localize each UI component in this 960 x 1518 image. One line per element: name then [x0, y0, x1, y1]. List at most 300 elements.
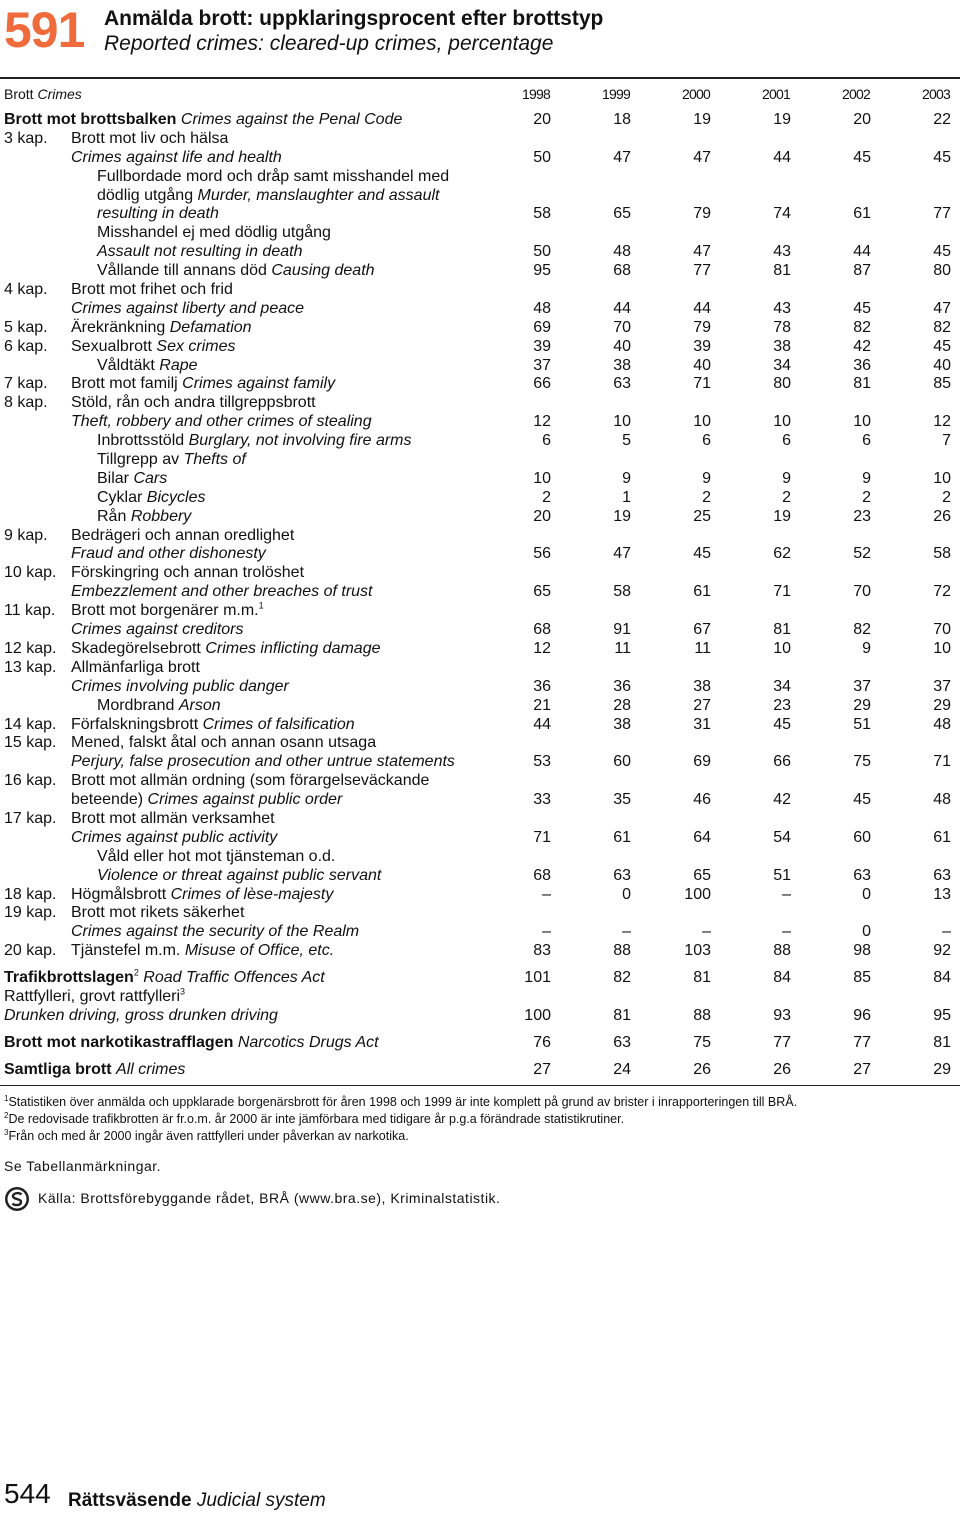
row-label-sv: Mened, falskt åtal och annan osann utsaga [71, 734, 377, 752]
row-label [71, 130, 228, 149]
value-cell: 66 [533, 375, 551, 393]
row-label [4, 988, 185, 1007]
value-cell: 81 [933, 1033, 951, 1051]
value-cell: 37 [533, 356, 551, 374]
table-row [4, 451, 956, 470]
row-label-en: Narcotics Drugs Act [237, 1033, 379, 1051]
value-cell: 79 [693, 318, 711, 336]
value-cell: 65 [693, 866, 711, 884]
value-cell: 63 [613, 866, 631, 884]
row-label-en: Robbery [130, 507, 192, 525]
row-label [71, 734, 376, 753]
value-cell: 70 [613, 318, 631, 336]
row-label-sv: Bilar [97, 469, 130, 487]
value-cell: 23 [853, 507, 871, 525]
table-row [4, 168, 956, 187]
value-cell: 45 [853, 148, 871, 166]
row-label-sv: Mordbrand [97, 696, 175, 714]
column-label [4, 86, 82, 102]
table-row [4, 489, 956, 508]
value-cell: 88 [613, 942, 631, 960]
row-label-en: Theft, robbery and other crimes of stealing [71, 413, 372, 431]
row-label-sv: Ärekränkning [71, 318, 166, 336]
row-label [97, 357, 198, 376]
row-label [97, 243, 302, 262]
table-row [4, 319, 956, 338]
row-label-sv: Rån [97, 507, 127, 525]
table-number: 591 [4, 2, 85, 58]
value-cell: 53 [533, 753, 551, 771]
table-row [4, 716, 956, 735]
value-cell: 10 [533, 469, 551, 487]
value-cell: 54 [773, 828, 791, 846]
row-label [4, 969, 325, 988]
value-cell: 61 [933, 828, 951, 846]
value-cell: 47 [933, 299, 951, 317]
chapter-label: 14 kap. [4, 715, 57, 733]
row-label [71, 904, 244, 923]
value-cell: 61 [693, 583, 711, 601]
value-cell: 40 [693, 356, 711, 374]
value-cell: 38 [693, 677, 711, 695]
value-cell: 82 [853, 621, 871, 639]
row-label [71, 621, 244, 640]
row-label [71, 810, 275, 829]
row-label-en: Crimes against the security of the Realm [71, 923, 360, 941]
value-cell: 78 [773, 318, 791, 336]
row-label-sv: Tillgrepp av [97, 451, 180, 469]
value-cell: 10 [853, 413, 871, 431]
value-cell: 2 [542, 488, 551, 506]
row-label [71, 545, 266, 564]
value-cell: 79 [693, 205, 711, 223]
value-cell: 100 [684, 885, 711, 903]
value-cell: 70 [853, 583, 871, 601]
table-row [4, 810, 956, 829]
table-row [4, 772, 956, 791]
value-cell: 28 [613, 696, 631, 714]
table-row [4, 187, 956, 206]
value-cell: 76 [533, 1033, 551, 1051]
value-cell: 20 [533, 111, 551, 128]
row-label-sv: Trafikbrottslagen [4, 969, 134, 987]
value-cell: 1 [622, 488, 631, 506]
table-row [4, 1034, 956, 1053]
row-label [97, 867, 381, 886]
row-label [71, 716, 355, 735]
row-label [71, 640, 381, 659]
table-row [4, 697, 956, 716]
value-cell: – [702, 923, 711, 941]
page-footer [4, 1478, 604, 1518]
value-cell: 9 [862, 639, 871, 657]
value-cell: 95 [933, 1006, 951, 1024]
row-label-en: Fraud and other dishonesty [71, 545, 266, 563]
table-row [4, 130, 956, 149]
row-label [97, 848, 335, 867]
row-label-sv: Brott mot allmän verksamhet [71, 809, 275, 827]
row-label [71, 772, 429, 791]
row-label [71, 338, 236, 357]
value-cell: 77 [853, 1033, 871, 1051]
value-cell: 48 [533, 299, 551, 317]
value-cell: 38 [613, 715, 631, 733]
table-row [4, 988, 956, 1007]
chapter-label: 13 kap. [4, 658, 57, 676]
table-row [4, 753, 956, 772]
row-label-en: resulting in death [97, 205, 219, 223]
value-cell: 65 [533, 583, 551, 601]
value-cell: 51 [773, 866, 791, 884]
table-row [4, 640, 956, 659]
row-label [71, 300, 304, 319]
table-row [4, 300, 956, 319]
title-english: Reported crimes: cleared-up crimes, percentage [104, 32, 554, 55]
row-label [71, 319, 252, 338]
chapter-label: 19 kap. [4, 904, 57, 922]
value-cell: 80 [933, 262, 951, 280]
value-cell: 63 [853, 866, 871, 884]
value-cell: 47 [693, 243, 711, 261]
value-cell: 20 [533, 507, 551, 525]
value-cell: 45 [773, 715, 791, 733]
value-cell: 34 [773, 677, 791, 695]
row-label [71, 394, 316, 413]
value-cell: 72 [933, 583, 951, 601]
row-label [71, 413, 372, 432]
top-rule [0, 77, 960, 79]
value-cell: 80 [773, 375, 791, 393]
row-label [4, 111, 402, 130]
value-cell: 45 [693, 545, 711, 563]
row-label [4, 1061, 185, 1080]
value-cell: 39 [693, 337, 711, 355]
row-label [71, 281, 233, 300]
row-label-sv: Brott mot familj [71, 375, 178, 393]
value-cell: 5 [622, 432, 631, 450]
value-cell: 7 [942, 432, 951, 450]
row-label-en: Crimes of falsification [202, 715, 355, 733]
value-cell: 34 [773, 356, 791, 374]
row-label-sv: Vållande till annans död [97, 262, 267, 280]
chapter-label: 7 kap. [4, 375, 48, 393]
row-label-sv: Bedrägeri och annan oredlighet [71, 526, 295, 544]
table-row [4, 1007, 956, 1026]
row-label-sv: Våld eller hot mot tjänsteman o.d. [97, 847, 336, 865]
value-cell: 26 [773, 1060, 791, 1078]
value-cell: 45 [933, 337, 951, 355]
value-cell: 0 [622, 885, 631, 903]
table-row [4, 602, 956, 621]
row-label-sv: Högmålsbrott [71, 885, 167, 903]
value-cell: 50 [533, 243, 551, 261]
value-cell: 2 [702, 488, 711, 506]
table-row [4, 829, 956, 848]
value-cell: 103 [684, 942, 711, 960]
value-cell: 10 [613, 413, 631, 431]
value-cell: 87 [853, 262, 871, 280]
value-cell: 83 [533, 942, 551, 960]
value-cell: 38 [613, 356, 631, 374]
row-label [71, 791, 342, 810]
row-label-en: Crimes against creditors [71, 621, 244, 639]
table-row [4, 281, 956, 300]
value-cell: 56 [533, 545, 551, 563]
value-cell: 29 [933, 1060, 951, 1078]
value-cell: 40 [613, 337, 631, 355]
table-row [4, 149, 956, 168]
row-label-sv: Våldtäkt [97, 356, 155, 374]
chapter-label: 18 kap. [4, 885, 57, 903]
table-row [4, 262, 956, 281]
row-label-sv: Misshandel ej med dödlig utgång [97, 224, 331, 242]
data-table [4, 111, 956, 1080]
table-row [4, 904, 956, 923]
footnote-marker: 1 [258, 600, 264, 611]
row-label [71, 886, 333, 905]
row-label [71, 583, 373, 602]
table-row [4, 564, 956, 583]
row-label-sv: Sexualbrott [71, 337, 152, 355]
table-row [4, 470, 956, 489]
table-row [4, 375, 956, 394]
value-cell: 12 [933, 413, 951, 431]
value-cell: 6 [542, 432, 551, 450]
value-cell: 37 [933, 677, 951, 695]
row-label-en: Crimes against family [182, 375, 336, 393]
table-row [4, 678, 956, 697]
value-cell: 60 [853, 828, 871, 846]
value-cell: 36 [613, 677, 631, 695]
value-cell: 0 [862, 885, 871, 903]
value-cell: 6 [702, 432, 711, 450]
value-cell: 64 [693, 828, 711, 846]
chapter-label: 9 kap. [4, 526, 48, 544]
value-cell: 37 [853, 677, 871, 695]
value-cell: 98 [853, 942, 871, 960]
title-swedish: Anmälda brott: uppklaringsprocent efter brottstyp [104, 7, 604, 30]
row-label-sv: Brott mot liv och hälsa [71, 129, 229, 147]
row-label [71, 527, 294, 546]
row-label-en: Assault not resulting in death [97, 243, 303, 261]
value-cell: 9 [782, 469, 791, 487]
value-cell: 92 [933, 942, 951, 960]
value-cell: 48 [933, 715, 951, 733]
value-cell: 45 [933, 148, 951, 166]
value-cell: 48 [933, 791, 951, 809]
row-label-en: Crimes involving public danger [71, 677, 289, 695]
row-label-sv: Inbrottsstöld [97, 432, 185, 450]
value-cell: 77 [933, 205, 951, 223]
table-row [4, 969, 956, 988]
footnotes [4, 1094, 956, 1145]
value-cell: 44 [773, 148, 791, 166]
row-label-en: Crimes against liberty and peace [71, 299, 305, 317]
row-label [71, 564, 304, 583]
value-cell: 43 [773, 243, 791, 261]
chapter-label: 5 kap. [4, 318, 48, 336]
value-cell: 27 [693, 696, 711, 714]
table-row [4, 545, 956, 564]
page-header [4, 2, 956, 62]
table-row [4, 923, 956, 942]
value-cell: 81 [773, 262, 791, 280]
footnote: $^1$Statistiken över anmälda och uppklarade borgenärsbrott för åren 1998 och 1999 är inte komplett på grund av brister i inrapporteringen till BRÅ. [4, 1093, 798, 1109]
value-cell: 75 [853, 753, 871, 771]
value-cell: 50 [533, 148, 551, 166]
value-cell: 46 [693, 791, 711, 809]
row-label-sv: Brott mot brottsbalken [4, 111, 177, 128]
row-label-en: Crimes inflicting damage [205, 639, 381, 657]
value-cell: 10 [773, 639, 791, 657]
footnote-marker: 3 [180, 986, 186, 997]
value-cell: 68 [533, 866, 551, 884]
value-cell: 0 [862, 923, 871, 941]
value-cell: 9 [702, 469, 711, 487]
value-cell: 82 [613, 969, 631, 987]
value-cell: 70 [933, 621, 951, 639]
row-label [71, 923, 359, 942]
row-label [97, 508, 191, 527]
sos-logo-icon [4, 1186, 30, 1212]
table-row [4, 791, 956, 810]
value-cell: 47 [613, 545, 631, 563]
value-cell: 77 [693, 262, 711, 280]
chapter-label: 10 kap. [4, 564, 57, 582]
value-cell: 29 [933, 696, 951, 714]
row-label [97, 168, 449, 187]
value-cell: 58 [613, 583, 631, 601]
year-header: 1998 [522, 86, 550, 102]
row-label [97, 187, 439, 206]
value-cell: 26 [693, 1060, 711, 1078]
row-label-sv: Brott mot narkotikastrafflagen [4, 1033, 234, 1051]
value-cell: 84 [773, 969, 791, 987]
value-cell: 36 [853, 356, 871, 374]
value-cell: 88 [693, 1006, 711, 1024]
row-label [71, 375, 335, 394]
value-cell: 69 [533, 318, 551, 336]
value-cell: 33 [533, 791, 551, 809]
row-label-sv: Brott mot allmän ordning (som förargelseväckande [71, 772, 430, 790]
value-cell: 68 [533, 621, 551, 639]
value-cell: 69 [693, 753, 711, 771]
row-label [71, 602, 264, 621]
row-label-sv: Brott mot rikets säkerhet [71, 904, 245, 922]
value-cell: 81 [773, 621, 791, 639]
table-row [4, 224, 956, 243]
value-cell: 6 [862, 432, 871, 450]
value-cell: 12 [533, 639, 551, 657]
table-row [4, 583, 956, 602]
chapter-label: 16 kap. [4, 772, 57, 790]
table-row [4, 243, 956, 262]
value-cell: 48 [613, 243, 631, 261]
row-label-en: Embezzlement and other breaches of trust [71, 583, 373, 601]
value-cell: 75 [693, 1033, 711, 1051]
row-label-sv: Rattfylleri, grovt rattfylleri [4, 987, 181, 1005]
row-label-sv: Allmänfarliga brott [71, 658, 200, 676]
value-cell: 42 [853, 337, 871, 355]
bottom-rule [0, 1085, 960, 1086]
value-cell: 45 [853, 791, 871, 809]
value-cell: 66 [773, 753, 791, 771]
value-cell: 36 [533, 677, 551, 695]
column-label-sv: Brott [4, 86, 34, 102]
row-label-sv: Stöld, rån och andra tillgreppsbrott [71, 394, 316, 412]
table-row [4, 205, 956, 224]
value-cell: 61 [613, 828, 631, 846]
row-label-sv: Cyklar [97, 488, 143, 506]
value-cell: 29 [853, 696, 871, 714]
row-label-sv: Brott mot frihet och frid [71, 281, 233, 299]
value-cell: 2 [862, 488, 871, 506]
value-cell: 2 [782, 488, 791, 506]
table-row [4, 734, 956, 753]
section-title: Rättsväsende Judicial system [68, 1490, 326, 1511]
row-label-en: Crimes against public activity [71, 828, 278, 846]
chapter-label: 6 kap. [4, 337, 48, 355]
value-cell: 24 [613, 1060, 631, 1078]
row-label-sv: Fullbordade mord och dråp samt misshandel med [97, 167, 450, 185]
value-cell: – [542, 885, 551, 903]
value-cell: 2 [942, 488, 951, 506]
value-cell: 19 [773, 111, 791, 128]
chapter-label: 17 kap. [4, 809, 57, 827]
footnote-marker: 2 [133, 967, 139, 978]
row-label-sv: beteende) [71, 791, 144, 809]
row-label [71, 753, 455, 772]
value-cell: 68 [613, 262, 631, 280]
row-label [97, 451, 246, 470]
value-cell: 9 [622, 469, 631, 487]
value-cell: – [542, 923, 551, 941]
row-label [97, 489, 205, 508]
value-cell: 43 [773, 299, 791, 317]
year-header: 2000 [682, 86, 710, 102]
row-label [97, 432, 412, 451]
table-row [4, 394, 956, 413]
footnote: $^3$Från och med år 2000 ingår även rattfylleri under påverkan av narkotika. [4, 1127, 409, 1143]
row-label-en: Bicycles [146, 488, 206, 506]
value-cell: 96 [853, 1006, 871, 1024]
source-text: Källa: Brottsförebyggande rådet, BRÅ (www.bra.se), Kriminalstatistik. [38, 1190, 501, 1206]
see-also-note: Se Tabellanmärkningar. [4, 1158, 162, 1174]
row-label-en: Drunken driving, gross drunken driving [4, 1006, 278, 1024]
table-row [4, 621, 956, 640]
value-cell: 82 [853, 318, 871, 336]
value-cell: 62 [773, 545, 791, 563]
value-cell: 81 [613, 1006, 631, 1024]
value-cell: 85 [853, 969, 871, 987]
table-row [4, 527, 956, 546]
value-cell: 38 [773, 337, 791, 355]
value-cell: 81 [693, 969, 711, 987]
row-label-en: Crimes against public order [147, 791, 343, 809]
value-cell: 23 [773, 696, 791, 714]
value-cell: 35 [613, 791, 631, 809]
value-cell: 63 [613, 1033, 631, 1051]
year-header: 2002 [842, 86, 870, 102]
row-label-en: Crimes against the Penal Code [180, 111, 403, 128]
row-label-sv: Förfalskningsbrott [71, 715, 199, 733]
value-cell: 81 [853, 375, 871, 393]
value-cell: 40 [933, 356, 951, 374]
value-cell: 9 [862, 469, 871, 487]
table-row [4, 1061, 956, 1080]
row-label-sv: dödlig utgång [97, 186, 194, 204]
value-cell: 65 [613, 205, 631, 223]
